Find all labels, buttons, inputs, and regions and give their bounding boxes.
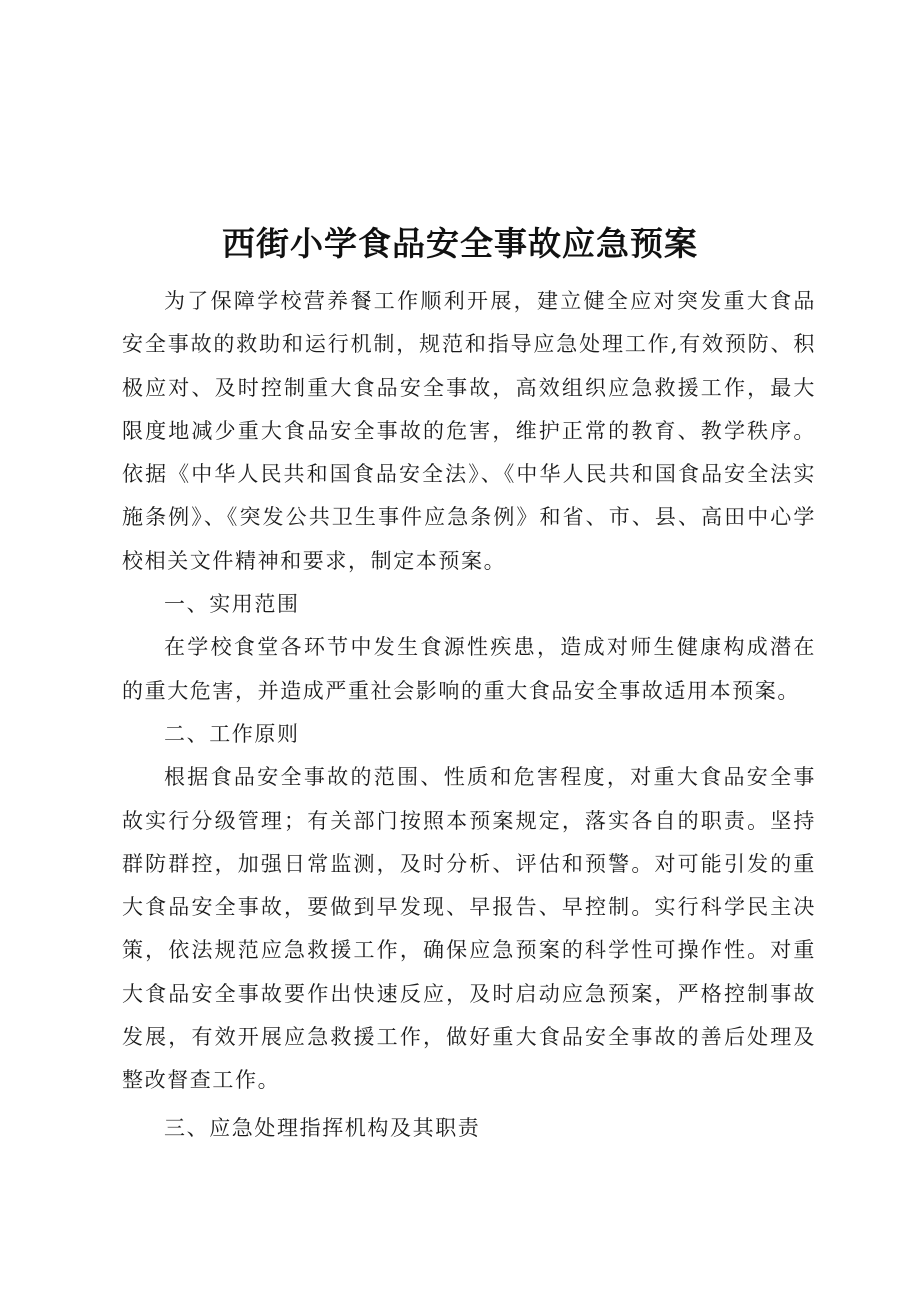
section-heading-command-structure: 三、应急处理指挥机构及其职责 <box>164 1115 481 1140</box>
document-body <box>122 280 816 1150</box>
intro-paragraph: 为了保障学校营养餐工作顺利开展，建立健全应对突发重大食品安全事故的救助和运行机制，规范和指导应急处理工作,有效预防、积极应对、及时控制重大食品安全事故，高效组织应急救援工作，最大限度地减少重大食品安全事故的危害，维护正常的教育、教学秩序。依据《中华人民共和国食品安全法》、《中华人民共和国食品安全法实施条例》、《突发公共卫生事件应急条例》和省、市、县、高田中心学校相关文件精神和要求，制定本预案。 <box>122 289 816 573</box>
document-title: 西街小学食品安全事故应急预案 <box>222 224 698 264</box>
section-heading-principles: 二、工作原则 <box>164 721 300 746</box>
scope-paragraph: 在学校食堂各环节中发生食源性疾患，造成对师生健康构成潜在的重大危害，并造成严重社会影响的重大食品安全事故适用本预案。 <box>122 635 816 703</box>
section-heading-scope: 一、实用范围 <box>164 592 300 617</box>
principles-paragraph: 根据食品安全事故的范围、性质和危害程度，对重大食品安全事故实行分级管理；有关部门按照本预案规定，落实各自的职责。坚持群防群控，加强日常监测，及时分析、评估和预警。对可能引发的重大食品安全事故，要做到早发现、早报告、早控制。实行科学民主决策，依法规范应急救援工作，确保应急预案的科学性可操作性。对重大食品安全事故要作出快速反应，及时启动应急预案，严格控制事故发展，有效开展应急救援工作，做好重大食品安全事故的善后处理及整改督查工作。 <box>122 765 816 1093</box>
